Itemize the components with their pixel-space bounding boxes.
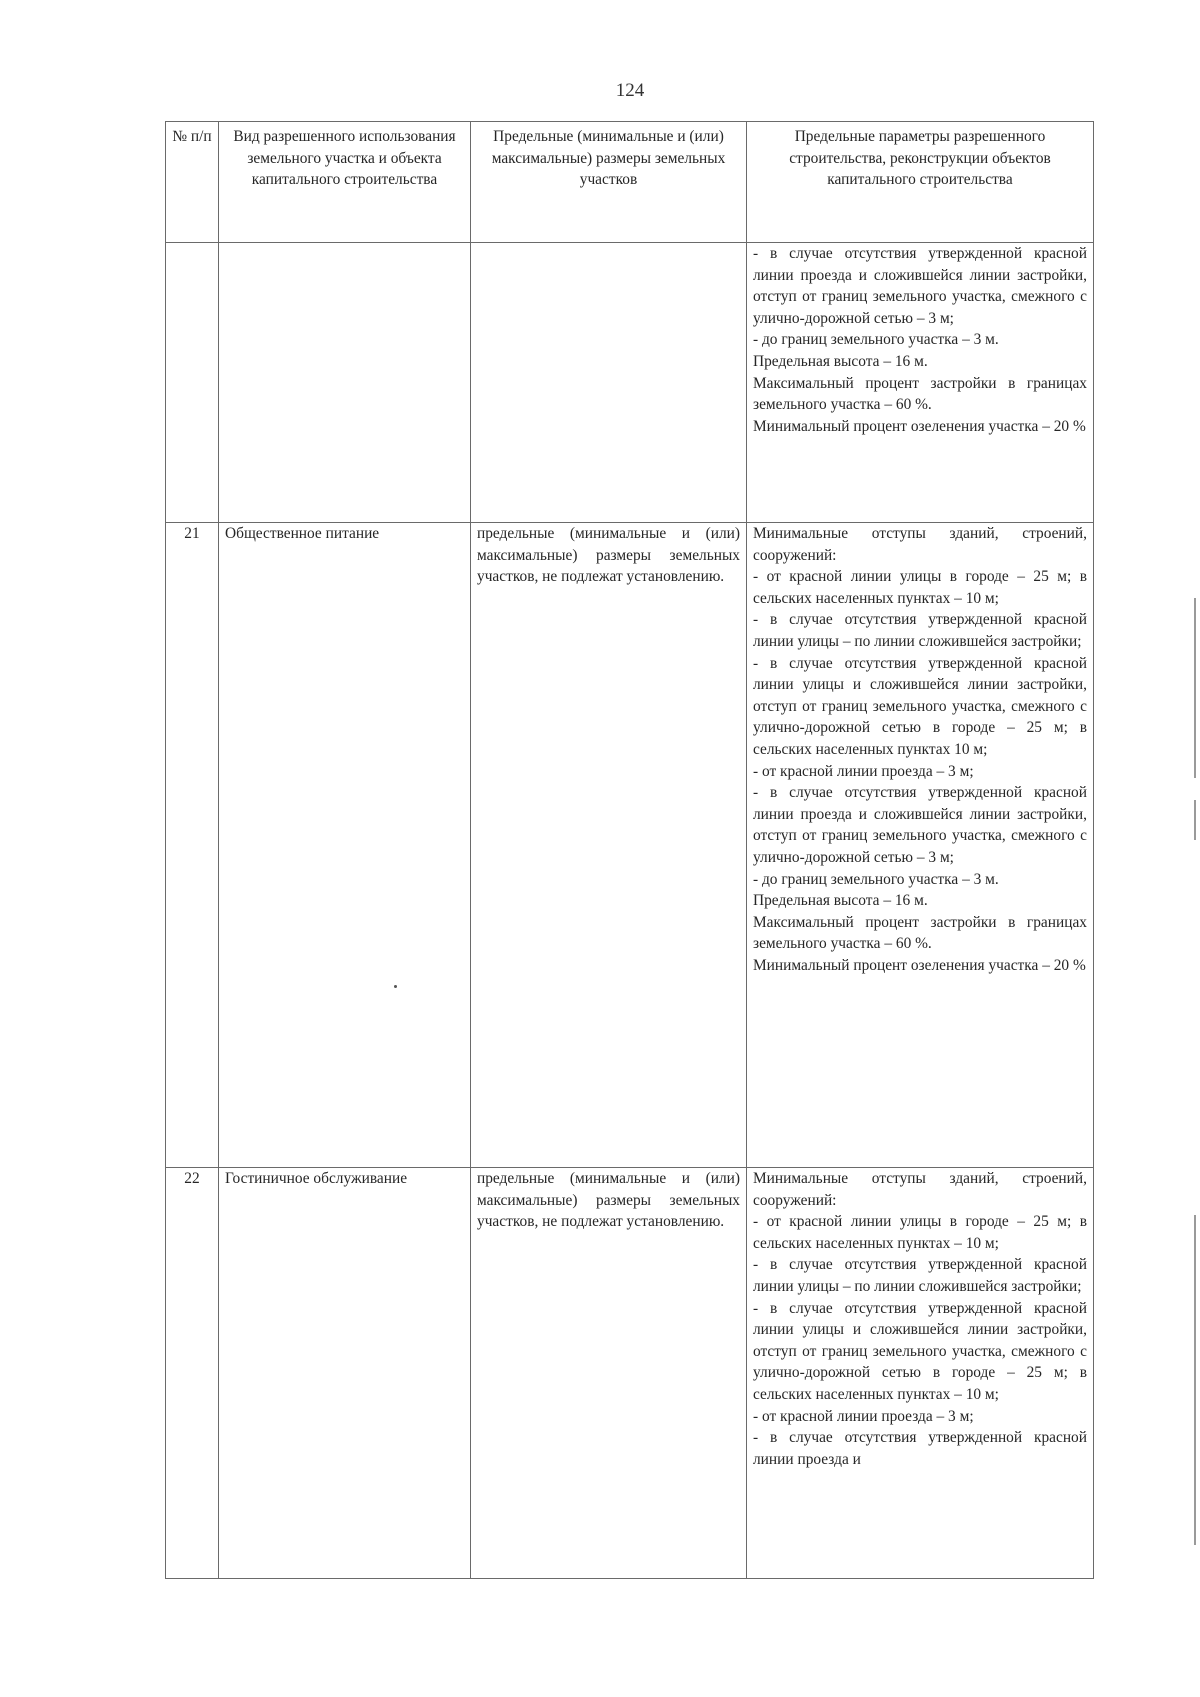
table-header-row xyxy=(166,122,1094,243)
row-use-type: Общественное питание xyxy=(219,523,471,1168)
regulations-table xyxy=(165,121,1094,1579)
header-plot-sizes: Предельные (минимальные и (или) максимальные) размеры земельных участков xyxy=(471,122,747,243)
header-number: № п/п xyxy=(166,122,219,243)
row-build-params xyxy=(747,243,1094,523)
header-use-type: Вид разрешенного использования земельного участка и объекта капитального строительства xyxy=(219,122,471,243)
scan-edge-mark xyxy=(1194,598,1196,778)
scan-edge-mark xyxy=(1194,1215,1196,1545)
header-build-params: Предельные параметры разрешенного строительства, реконструкции объектов капитального строительства xyxy=(747,122,1094,243)
row-use-type: Гостиничное обслуживание xyxy=(219,1168,471,1579)
param-line: - в случае отсутствия утвержденной красной линии проезда и xyxy=(753,1429,1087,1468)
param-line: Минимальный процент озеленения участка – 20 % xyxy=(753,956,1086,974)
table-row xyxy=(166,523,1094,1168)
param-line: Максимальный процент застройки в границах земельного участка – 60 %. xyxy=(753,913,1087,953)
param-line: - до границ земельного участка – 3 м. xyxy=(753,331,999,349)
param-line: Максимальный процент застройки в границах земельного участка – 60 %. xyxy=(753,374,1087,414)
param-line: - от красной линии проезда – 3 м; xyxy=(753,1407,974,1425)
table-row xyxy=(166,243,1094,523)
row-plot-sizes: предельные (минимальные и (или) максимальные) размеры земельных участков, не подлежат установлению. xyxy=(471,523,747,1168)
param-line: - до границ земельного участка – 3 м. xyxy=(753,870,999,888)
param-line: - в случае отсутствия утвержденной красной линии улицы – по линии сложившейся застройки; xyxy=(753,611,1087,650)
param-line: - в случае отсутствия утвержденной красной линии улицы и сложившейся линии застройки, отступ от границ земельного участка, смежного с улично-дорожной сетью в городе – 25 м; в сельских населенных пунктах 10 м; xyxy=(753,654,1087,758)
row-number: 22 xyxy=(166,1168,219,1579)
page-number: 124 xyxy=(615,80,645,101)
row-plot-sizes: предельные (минимальные и (или) максимальные) размеры земельных участков, не подлежат установлению. xyxy=(471,1168,747,1579)
param-line: Минимальные отступы зданий, строений, сооружений: xyxy=(753,1170,1087,1209)
param-line: Минимальный процент озеленения участка – 20 % xyxy=(753,417,1086,435)
row-use-type xyxy=(219,243,471,523)
table-row xyxy=(166,1168,1094,1579)
param-line: - от красной линии проезда – 3 м; xyxy=(753,762,974,780)
param-line: Предельная высота – 16 м. xyxy=(753,892,928,910)
param-line: - в случае отсутствия утвержденной красной линии проезда и сложившейся линии застройки, отступ от границ земельного участка, смежного с улично-дорожной сетью – 3 м; xyxy=(753,784,1087,866)
row-plot-sizes xyxy=(471,243,747,523)
param-line: Предельная высота – 16 м. xyxy=(753,352,928,370)
param-line: - в случае отсутствия утвержденной красной линии улицы – по линии сложившейся застройки; xyxy=(753,1256,1087,1295)
row-build-params xyxy=(747,1168,1094,1579)
param-line: - от красной линии улицы в городе – 25 м; в сельских населенных пунктах – 10 м; xyxy=(753,1213,1087,1252)
row-number: 21 xyxy=(166,523,219,1168)
param-line: - в случае отсутствия утвержденной красной линии улицы и сложившейся линии застройки, отступ от границ земельного участка, смежного с улично-дорожной сетью в городе – 25 м; в сельских населенных пунктах – 10 м; xyxy=(753,1299,1087,1403)
param-line: Минимальные отступы зданий, строений, сооружений: xyxy=(753,525,1087,564)
scan-speck xyxy=(394,985,397,988)
row-number xyxy=(166,243,219,523)
param-line: - в случае отсутствия утвержденной красной линии проезда и сложившейся линии застройки, отступ от границ земельного участка, смежного с улично-дорожной сетью – 3 м; xyxy=(753,245,1087,327)
row-build-params xyxy=(747,523,1094,1168)
param-line: - от красной линии улицы в городе – 25 м; в сельских населенных пунктах – 10 м; xyxy=(753,568,1087,607)
scan-edge-mark xyxy=(1194,800,1196,840)
